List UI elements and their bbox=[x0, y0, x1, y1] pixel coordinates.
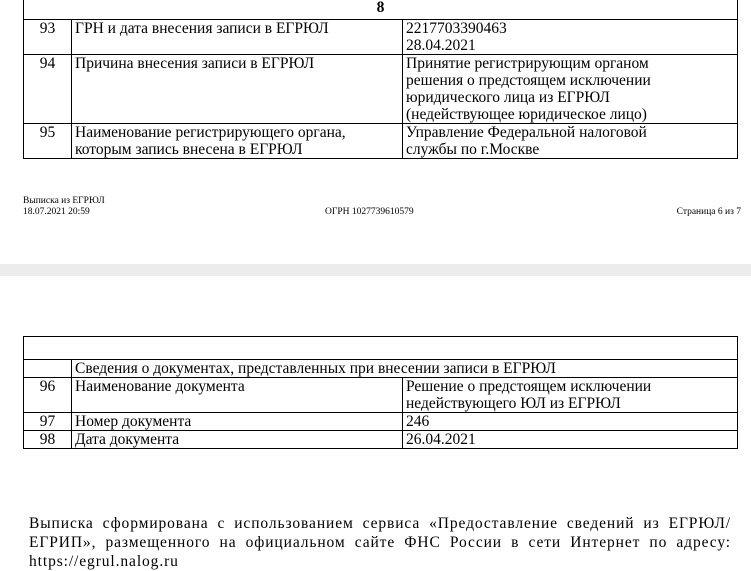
field-value bbox=[403, 20, 738, 55]
value-line: Управление Федеральной налоговой bbox=[406, 124, 647, 141]
value-line: 2217703390463 bbox=[406, 20, 507, 37]
field-value bbox=[403, 124, 738, 159]
empty-number-cell bbox=[24, 360, 72, 378]
value-line: службы по г.Москве bbox=[406, 141, 540, 158]
empty-cell bbox=[24, 337, 738, 360]
row-number: 97 bbox=[24, 413, 72, 431]
name-line: Наименование регистрирующего органа, bbox=[75, 124, 346, 141]
value-line: решения о предстоящем исключении bbox=[406, 72, 651, 89]
document-page-7 bbox=[0, 276, 751, 571]
section-title-row bbox=[24, 360, 738, 378]
egrul-table-documents bbox=[23, 336, 738, 449]
value-line: (недействующее юридическое лицо) bbox=[406, 106, 647, 123]
table-row bbox=[24, 378, 738, 413]
field-value bbox=[403, 431, 738, 449]
document-page-6 bbox=[0, 0, 751, 264]
service-note: Выписка сформирована с использованием сервиса «Предоставление сведений из ЕГРЮЛ/ЕГРИП», размещенного на официальном сайте ФНС России в сети Интернет по адресу: https://egrul.nalog.ru bbox=[29, 515, 731, 570]
table-row bbox=[24, 55, 738, 124]
table-row bbox=[24, 124, 738, 159]
value-line: юридического лица из ЕГРЮЛ bbox=[406, 89, 610, 106]
row-number: 98 bbox=[24, 431, 72, 449]
section-number: 8 bbox=[24, 0, 738, 20]
field-name: Причина внесения записи в ЕГРЮЛ bbox=[72, 55, 403, 124]
value-line: Решение о предстоящем исключении bbox=[406, 378, 652, 395]
name-line: которым запись внесена в ЕГРЮЛ bbox=[75, 141, 303, 158]
value-line: Принятие регистрирующим органом bbox=[406, 55, 649, 72]
section-header-row bbox=[24, 0, 738, 20]
row-number: 96 bbox=[24, 378, 72, 413]
page-footer bbox=[23, 196, 741, 222]
field-value bbox=[403, 55, 738, 124]
row-number: 93 bbox=[24, 20, 72, 55]
value-line: недействующего ЮЛ из ЕГРЮЛ bbox=[406, 395, 621, 412]
row-number: 95 bbox=[24, 124, 72, 159]
section-title: Сведения о документах, представленных при внесении записи в ЕГРЮЛ bbox=[72, 360, 738, 378]
field-name: Наименование документа bbox=[72, 378, 403, 413]
field-name: Дата документа bbox=[72, 431, 403, 449]
field-name: ГРН и дата внесения записи в ЕГРЮЛ bbox=[72, 20, 403, 55]
field-name: Номер документа bbox=[72, 413, 403, 431]
egrul-table-section-8 bbox=[23, 0, 738, 159]
empty-header-row bbox=[24, 337, 738, 360]
page-separator bbox=[0, 264, 751, 276]
field-value bbox=[403, 378, 738, 413]
row-number: 94 bbox=[24, 55, 72, 124]
table-row bbox=[24, 20, 738, 55]
value-line: 28.04.2021 bbox=[406, 37, 476, 54]
field-name bbox=[72, 124, 403, 159]
footer-page-number: Страница 6 из 7 bbox=[676, 207, 741, 217]
value-line: 26.04.2021 bbox=[406, 431, 476, 448]
field-value bbox=[403, 413, 738, 431]
footer-ogrn: ОГРН 1027739610579 bbox=[325, 207, 414, 217]
table-row bbox=[24, 431, 738, 449]
footer-datetime: 18.07.2021 20:59 bbox=[23, 207, 90, 217]
footer-left bbox=[23, 196, 105, 218]
table-row bbox=[24, 413, 738, 431]
value-line: 246 bbox=[406, 413, 430, 430]
footer-doc-label: Выписка из ЕГРЮЛ bbox=[23, 196, 105, 206]
